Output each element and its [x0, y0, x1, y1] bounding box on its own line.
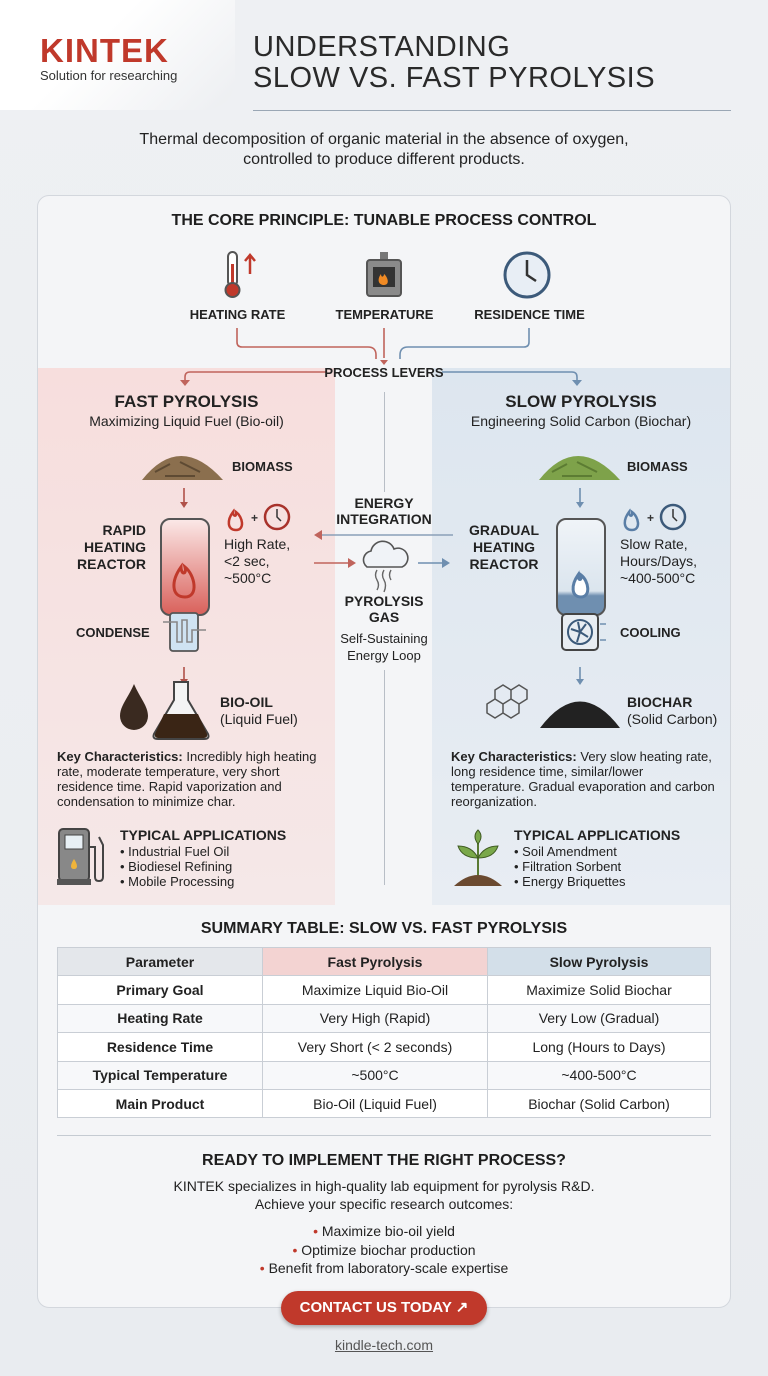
slow-apps-list [514, 844, 626, 889]
app-text: Soil Amendment [522, 844, 617, 859]
reactor-icon [159, 517, 211, 619]
condition-line: Slow Rate, [620, 536, 688, 552]
bullet-text: Benefit from laboratory-scale expertise [268, 1260, 509, 1276]
label-line: HEATING [84, 539, 146, 555]
title-line: SLOW VS. FAST PYROLYSIS [253, 62, 656, 94]
subtitle-line: Thermal decomposition of organic material in the absence of oxygen, [139, 131, 629, 148]
label-line: HEATING [473, 539, 535, 555]
core-heading: THE CORE PRINCIPLE: TUNABLE PROCESS CONTROL [171, 212, 597, 229]
condenser-icon [158, 610, 218, 655]
app-text: Filtration Sorbent [522, 859, 622, 874]
label-line: Energy Loop [347, 648, 421, 663]
cooling-fan-icon [560, 612, 610, 652]
condense-label: CONDENSE [76, 625, 150, 640]
bullet-text: Optimize biochar production [301, 1241, 476, 1258]
slow-conditions [620, 536, 697, 587]
key-text: Incredibly high heating rate, moderate temperature, very short residence time. Rapid vaporization and condensation to minimize char. [57, 749, 317, 809]
process-levers-label: PROCESS LEVERS [324, 365, 444, 380]
svg-text:+: + [251, 511, 259, 525]
slow-apps-title: TYPICAL APPLICATIONS [514, 827, 681, 843]
label-line: ENERGY [354, 495, 414, 511]
label-line: BIOCHAR [627, 694, 693, 710]
cta-line: Achieve your specific research outcomes: [254, 1196, 514, 1212]
energy-loop-text [320, 630, 448, 664]
cell-fast: Maximize Liquid Bio-Oil [263, 976, 488, 1004]
button-label: CONTACT US TODAY [299, 1299, 452, 1316]
external-link-icon: ↗ [455, 1299, 469, 1316]
cta-text [37, 1177, 731, 1213]
cta-bullet: • Maximize bio-oil yield [313, 1223, 455, 1239]
fast-product-label [220, 694, 298, 728]
cell-fast: Very High (Rapid) [263, 1004, 488, 1032]
cooling-label: COOLING [620, 625, 681, 640]
cell-fast: Very Short (< 2 seconds) [263, 1033, 488, 1061]
cell-fast: Bio-Oil (Liquid Fuel) [263, 1089, 488, 1117]
svg-text:+: + [647, 511, 655, 525]
slow-key-characteristics [451, 749, 716, 809]
pyrolysis-gas-label [320, 593, 448, 625]
brand-tagline: Solution for researching [40, 68, 178, 83]
label-line: GAS [368, 609, 400, 625]
condition-line: Hours/Days, [620, 553, 698, 569]
condition-line: <2 sec, [224, 553, 270, 569]
flame-plus-clock-icon [226, 502, 296, 532]
slow-reactor-label [466, 522, 542, 573]
summary-table [57, 947, 711, 1118]
label-line: GRADUAL [469, 522, 539, 538]
row-parameter: Heating Rate [58, 1004, 263, 1032]
slow-title: SLOW PYROLYSIS [505, 392, 657, 411]
app-item: • Mobile Processing [120, 874, 235, 889]
row-parameter: Typical Temperature [58, 1061, 263, 1089]
app-item: • Biodiesel Refining [120, 859, 233, 874]
fuel-pump-icon [57, 827, 107, 887]
center-divider [384, 392, 385, 492]
biomass-pile-icon [140, 442, 225, 482]
header-slow: Slow Pyrolysis [488, 948, 711, 976]
condition-line: High Rate, [224, 536, 291, 552]
biochar-icon [485, 680, 625, 730]
app-item: • Soil Amendment [514, 844, 617, 859]
cell-fast: ~500°C [263, 1061, 488, 1089]
label-line: INTEGRATION [336, 511, 432, 527]
lever-temperature: TEMPERATURE [335, 307, 434, 322]
lever-residence-time: RESIDENCE TIME [474, 307, 585, 322]
cell-slow: Very Low (Gradual) [488, 1004, 711, 1032]
label-line: Self-Sustaining [340, 631, 428, 646]
lever-heating-rate: HEATING RATE [189, 307, 286, 322]
bullet-text: Maximize bio-oil yield [321, 1223, 455, 1239]
table-row [58, 1061, 711, 1089]
center-divider [384, 670, 385, 885]
fast-key-characteristics [57, 749, 319, 809]
title-line: UNDERSTANDING [253, 31, 511, 63]
slow-subtitle: Engineering Solid Carbon (Biochar) [470, 413, 692, 429]
energy-integration-label [320, 495, 448, 527]
key-label: Key Characteristics: [57, 749, 183, 764]
row-parameter: Main Product [58, 1089, 263, 1117]
table-row [58, 1089, 711, 1117]
cta-bullet: • Optimize biochar production [292, 1241, 476, 1258]
fast-apps-list [120, 844, 234, 889]
fast-biomass-label: BIOMASS [232, 459, 293, 474]
label-line: PYROLYSIS [344, 593, 424, 609]
bio-oil-icon [118, 680, 213, 740]
table-row [58, 1033, 711, 1061]
slow-product-label [627, 694, 717, 728]
table-header-row [58, 948, 711, 976]
sprout-icon [452, 828, 504, 888]
biomass-pile-icon [537, 442, 622, 482]
fast-subtitle: Maximizing Liquid Fuel (Bio-oil) [89, 413, 284, 429]
slow-biomass-label: BIOMASS [627, 459, 688, 474]
cta-bullet: • Benefit from laboratory-scale expertise [259, 1260, 509, 1276]
table-row [58, 976, 711, 1004]
row-parameter: Primary Goal [58, 976, 263, 1004]
app-item: • Filtration Sorbent [514, 859, 622, 874]
table-row [58, 1004, 711, 1032]
row-parameter: Residence Time [58, 1033, 263, 1061]
cta-line: KINTEK specializes in high-quality lab equipment for pyrolysis R&D. [173, 1178, 595, 1194]
website-link[interactable]: kindle-tech.com [334, 1337, 434, 1353]
header-fast: Fast Pyrolysis [263, 948, 488, 976]
app-item: • Industrial Fuel Oil [120, 844, 230, 859]
label-line: REACTOR [469, 556, 539, 572]
lever-arrows [0, 0, 768, 420]
fast-apps-title: TYPICAL APPLICATIONS [120, 827, 287, 843]
cell-slow: ~400-500°C [488, 1061, 711, 1089]
cta-heading: READY TO IMPLEMENT THE RIGHT PROCESS? [202, 1152, 566, 1169]
app-item: • Energy Briquettes [514, 874, 626, 889]
cell-slow: Long (Hours to Days) [488, 1033, 711, 1061]
app-text: Biodiesel Refining [128, 859, 233, 874]
header-parameter: Parameter [58, 948, 263, 976]
label-line: RAPID [102, 522, 146, 538]
contact-us-button[interactable] [281, 1291, 487, 1325]
condition-line: ~400-500°C [620, 570, 696, 586]
divider [57, 1135, 711, 1136]
app-text: Industrial Fuel Oil [128, 844, 230, 859]
cell-slow: Biochar (Solid Carbon) [488, 1089, 711, 1117]
label-line: REACTOR [77, 556, 146, 572]
fast-conditions [224, 536, 290, 587]
fast-title: FAST PYROLYSIS [114, 392, 259, 411]
brand-logo: KINTEK [40, 32, 169, 69]
app-text: Mobile Processing [128, 874, 235, 889]
cell-slow: Maximize Solid Biochar [488, 976, 711, 1004]
label-line: (Solid Carbon) [627, 711, 718, 727]
label-line: BIO-OIL [220, 694, 273, 710]
condition-line: ~500°C [224, 570, 272, 586]
subtitle-line: controlled to produce different products. [243, 151, 525, 168]
key-label: Key Characteristics: [451, 749, 577, 764]
cta-bullets [37, 1222, 731, 1278]
fast-reactor-label [70, 522, 146, 573]
flame-plus-clock-icon [622, 502, 692, 532]
key-text: Very slow heating rate, long residence time, similar/lower temperature. Gradual evaporation and carbon reorganization. [451, 749, 715, 809]
label-line: (Liquid Fuel) [220, 711, 298, 727]
reactor-icon [555, 517, 607, 619]
summary-table-title: SUMMARY TABLE: SLOW VS. FAST PYROLYSIS [200, 920, 568, 937]
app-text: Energy Briquettes [522, 874, 626, 889]
gas-cloud-icon [357, 537, 411, 593]
